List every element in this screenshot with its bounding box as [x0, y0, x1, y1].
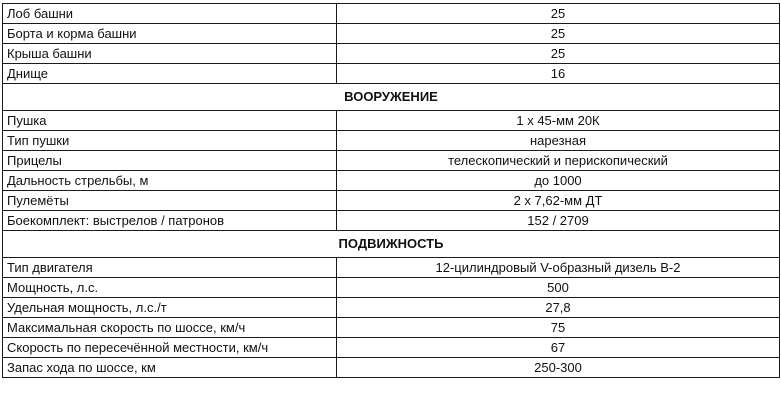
table-row	[3, 4, 780, 24]
row-label: Дальность стрельбы, м	[3, 171, 337, 191]
row-value: 25	[337, 44, 780, 64]
row-value: нарезная	[337, 131, 780, 151]
table-row	[3, 298, 780, 318]
table-row	[3, 24, 780, 44]
section-header-armament	[3, 84, 780, 111]
row-label: Борта и корма башни	[3, 24, 337, 44]
row-label: Днище	[3, 64, 337, 84]
row-label: Пушка	[3, 111, 337, 131]
row-value: 25	[337, 24, 780, 44]
table-row	[3, 111, 780, 131]
section-header-mobility	[3, 231, 780, 258]
row-value: 75	[337, 318, 780, 338]
row-value: 25	[337, 4, 780, 24]
table-row	[3, 64, 780, 84]
row-label: Мощность, л.с.	[3, 278, 337, 298]
row-label: Запас хода по шоссе, км	[3, 358, 337, 378]
row-label: Боекомплект: выстрелов / патронов	[3, 211, 337, 231]
row-value: 2 х 7,62-мм ДТ	[337, 191, 780, 211]
table-row	[3, 318, 780, 338]
row-value: 67	[337, 338, 780, 358]
spec-table	[2, 3, 780, 378]
row-value: 250-300	[337, 358, 780, 378]
table-row	[3, 258, 780, 278]
table-row	[3, 358, 780, 378]
table-row	[3, 44, 780, 64]
table-row	[3, 131, 780, 151]
row-label: Лоб башни	[3, 4, 337, 24]
row-value: 12-цилиндровый V-образный дизель В-2	[337, 258, 780, 278]
row-value: до 1000	[337, 171, 780, 191]
row-label: Тип пушки	[3, 131, 337, 151]
row-label: Скорость по пересечённой местности, км/ч	[3, 338, 337, 358]
row-value: 152 / 2709	[337, 211, 780, 231]
row-value: 500	[337, 278, 780, 298]
row-label: Пулемёты	[3, 191, 337, 211]
row-label: Прицелы	[3, 151, 337, 171]
row-value: 1 х 45-мм 20К	[337, 111, 780, 131]
table-row	[3, 151, 780, 171]
row-value: 16	[337, 64, 780, 84]
table-row	[3, 278, 780, 298]
row-label: Удельная мощность, л.с./т	[3, 298, 337, 318]
section-title: ВООРУЖЕНИЕ	[3, 84, 780, 111]
table-row	[3, 171, 780, 191]
table-row	[3, 191, 780, 211]
row-label: Тип двигателя	[3, 258, 337, 278]
table-row	[3, 338, 780, 358]
row-value: телескопический и перископический	[337, 151, 780, 171]
row-value: 27,8	[337, 298, 780, 318]
section-title: ПОДВИЖНОСТЬ	[3, 231, 780, 258]
table-row	[3, 211, 780, 231]
row-label: Максимальная скорость по шоссе, км/ч	[3, 318, 337, 338]
row-label: Крыша башни	[3, 44, 337, 64]
